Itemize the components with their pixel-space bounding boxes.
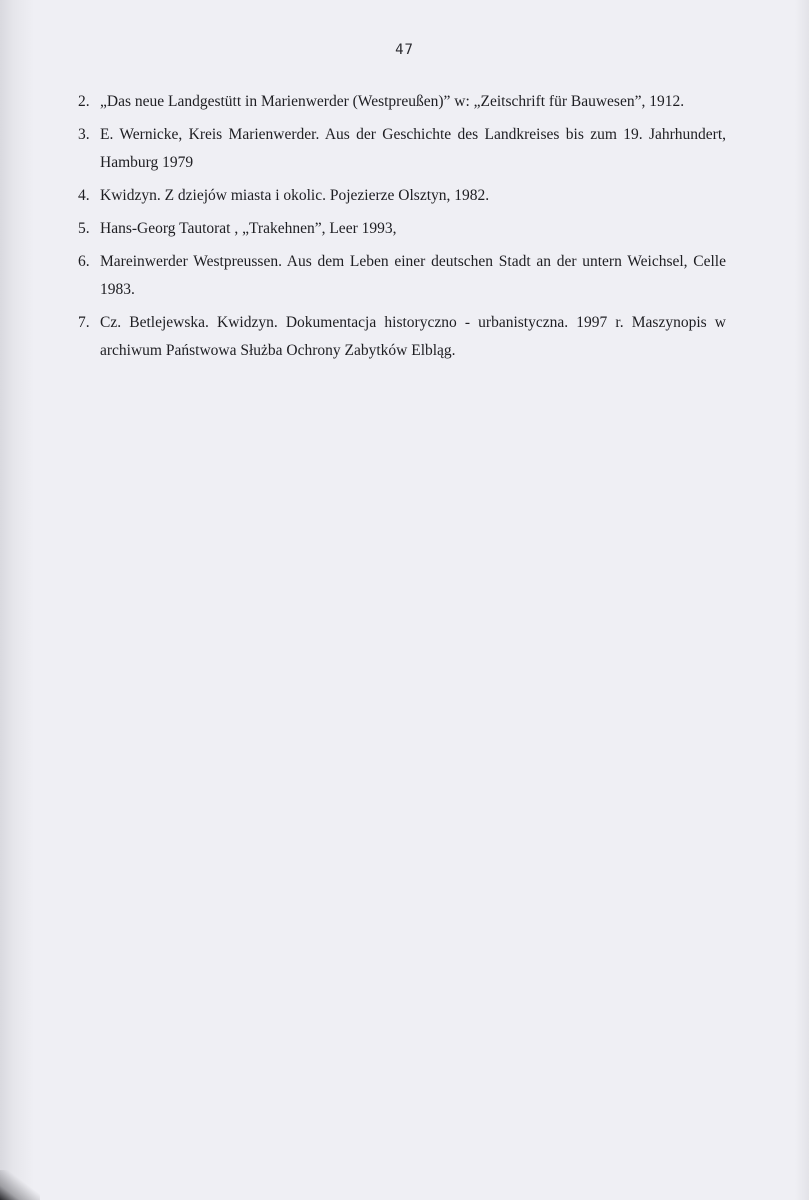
page-number: 47	[395, 42, 414, 58]
reference-text: Mareinwerder Westpreussen. Aus dem Leben einer deutschen Stadt an der untern Weichsel, Celle 1983.	[100, 253, 726, 298]
reference-text: Cz. Betlejewska. Kwidzyn. Dokumentacja historyczno - urbanistyczna. 1997 r. Maszynopis w archiwum Państwowa Służba Ochrony Zabytków Elbląg.	[100, 314, 726, 359]
reference-number: 3.	[78, 126, 90, 143]
reference-number: 6.	[78, 253, 90, 270]
reference-item	[78, 248, 726, 304]
reference-text: E. Wernicke, Kreis Marienwerder. Aus der Geschichte des Landkreises bis zum 19. Jahrhundert, Hamburg 1979	[100, 126, 726, 171]
reference-text: Hans-Georg Tautorat , „Trakehnen”, Leer 1993,	[100, 220, 397, 237]
reference-item	[78, 88, 726, 116]
reference-list	[78, 88, 726, 370]
reference-number: 5.	[78, 220, 90, 237]
reference-number: 7.	[78, 314, 90, 331]
reference-text: „Das neue Landgestütt in Marienwerder (Westpreußen)” w: „Zeitschrift für Bauwesen”, 1912.	[100, 93, 685, 110]
reference-number: 2.	[78, 93, 90, 110]
reference-text: Kwidzyn. Z dziejów miasta i okolic. Pojezierze Olsztyn, 1982.	[100, 187, 490, 204]
reference-item	[78, 121, 726, 177]
reference-item	[78, 309, 726, 365]
reference-item	[78, 182, 726, 210]
reference-number: 4.	[78, 187, 90, 204]
reference-item	[78, 215, 726, 243]
